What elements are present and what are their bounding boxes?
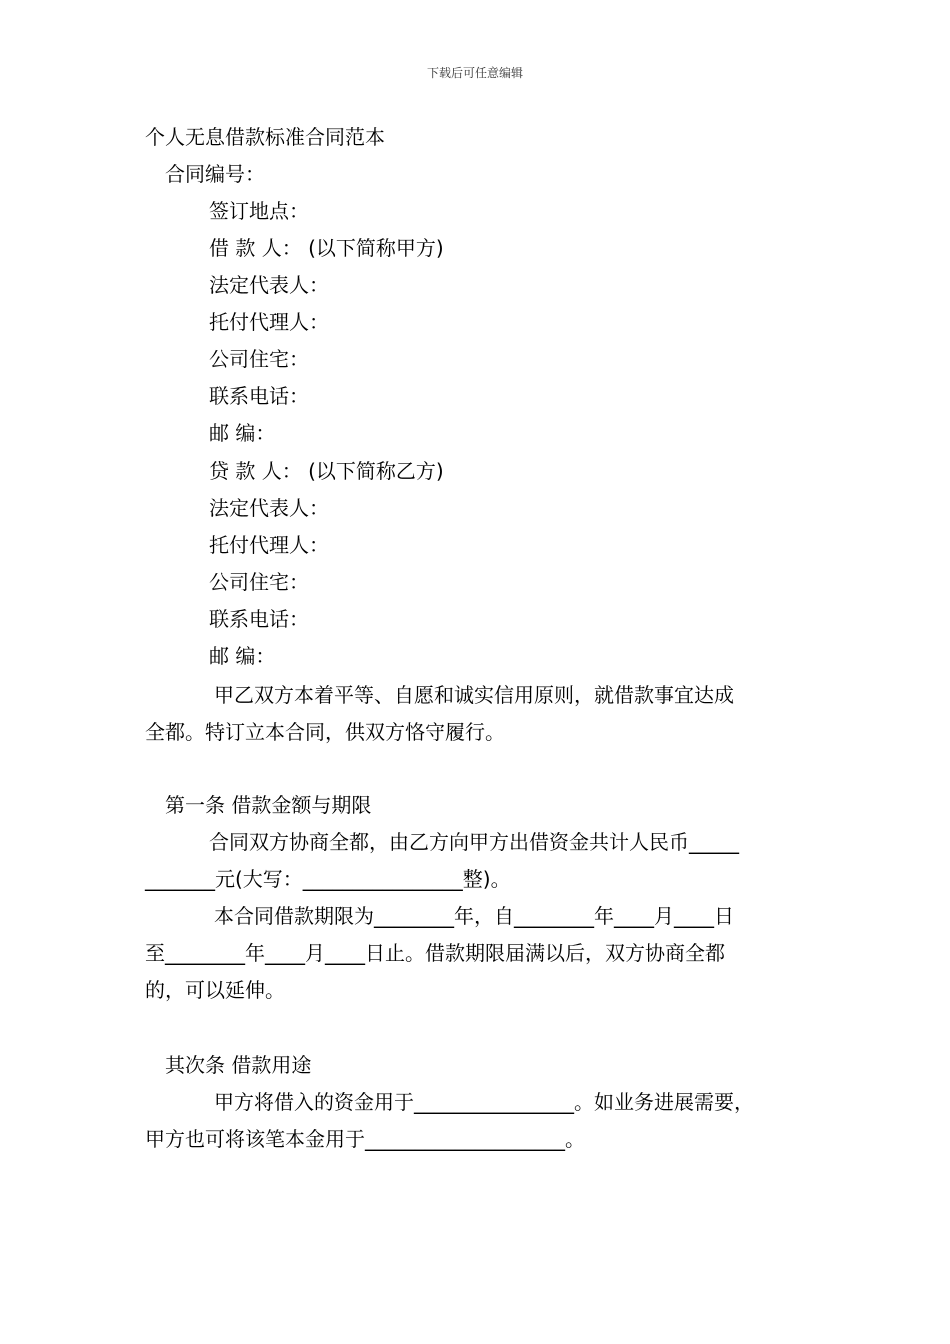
document-title: 个人无息借款标准合同范本 [145,125,385,149]
intro-paragraph-line: 全都。特订立本合同，供双方恪守履行。 [145,720,505,744]
article-1-paragraph-line: 的，可以延伸。 [145,978,285,1002]
lender-agent-label: 托付代理人： [209,533,329,557]
borrower-address-label: 公司住宅： [209,347,309,371]
sign-place-label: 签订地点： [209,199,309,223]
lender-phone-label: 联系电话： [209,607,309,631]
contract-number-label: 合同编号： [165,162,265,186]
lender-address-label: 公司住宅： [209,570,309,594]
borrower-phone-label: 联系电话： [209,384,309,408]
lender-label: 贷 款 人： (以下简称乙方) [209,459,444,483]
page-header: 下载后可任意编辑 [426,66,523,80]
article-1-paragraph-line: 合同双方协商全都，由乙方向甲方出借资金共计人民币_____ [209,830,739,854]
article-2-title: 其次条 借款用途 [165,1053,312,1077]
article-2-paragraph-line: 甲方将借入的资金用于________________。如业务进展需要， [214,1090,754,1114]
borrower-legal-rep-label: 法定代表人： [209,273,329,297]
article-2-paragraph-line: 甲方也可将该笔本金用于____________________。 [145,1127,585,1151]
borrower-postcode-label: 邮 编： [209,421,276,445]
article-1-paragraph-line: 本合同借款期限为________年，自________年____月____日 [214,904,734,928]
article-1-paragraph-line: 至________年____月____日止。借款期限届满以后，双方协商全都 [145,941,725,965]
lender-legal-rep-label: 法定代表人： [209,496,329,520]
borrower-label: 借 款 人： (以下简称甲方) [209,236,444,260]
borrower-agent-label: 托付代理人： [209,310,329,334]
lender-postcode-label: 邮 编： [209,644,276,668]
article-1-paragraph-line: _______元(大写：________________整)。 [145,867,511,891]
article-1-title: 第一条 借款金额与期限 [165,793,372,817]
intro-paragraph-line: 甲乙双方本着平等、自愿和诚实信用原则，就借款事宜达成 [214,683,734,707]
